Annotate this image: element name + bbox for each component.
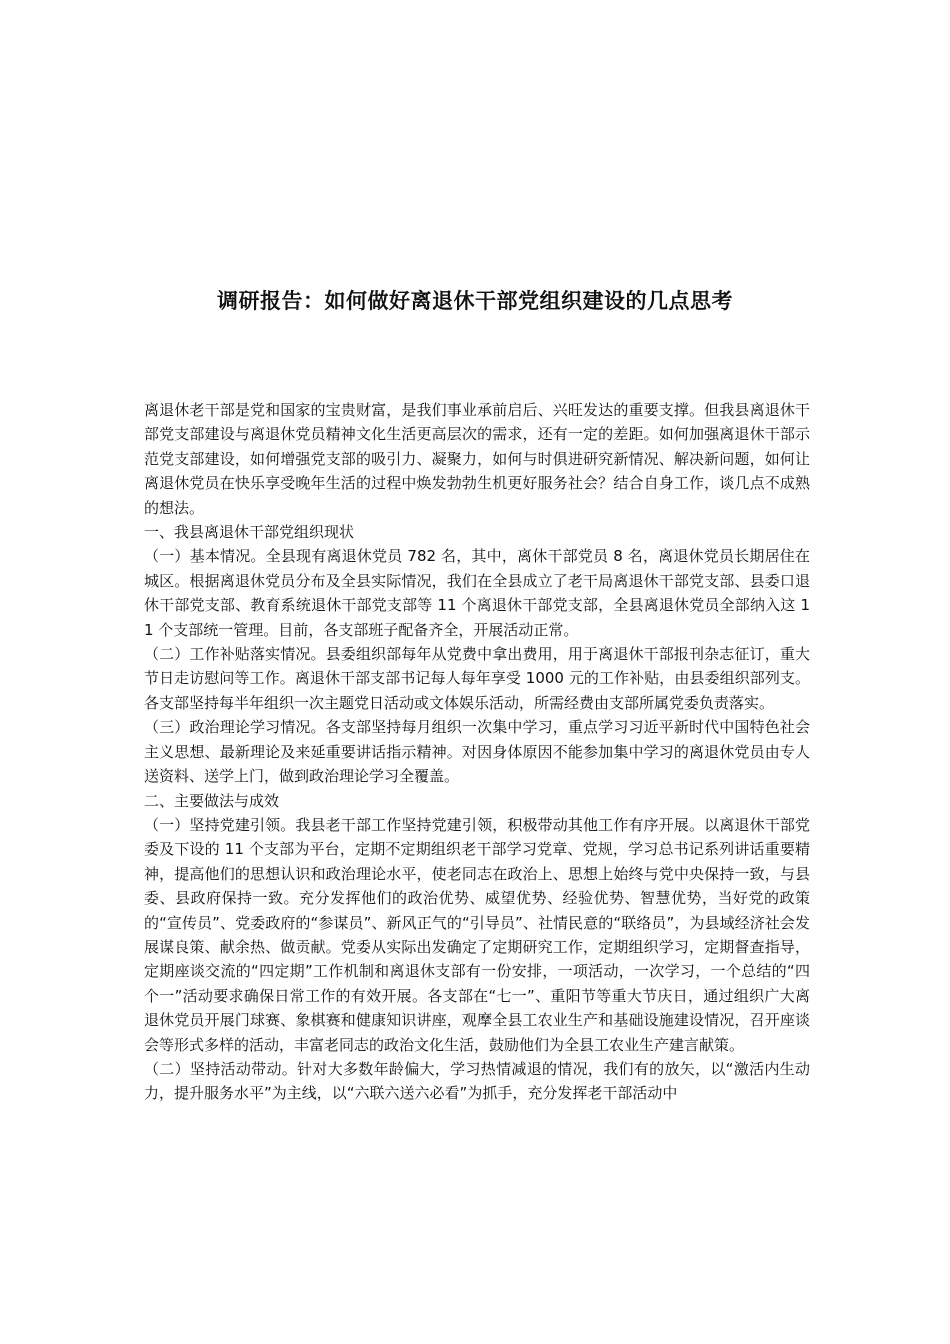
section-heading-2: 二、主要做法与成效 (144, 791, 280, 810)
section-heading-1: 一、我县离退休干部党组织现状 (144, 523, 355, 542)
paragraph-activity-driven: （二）坚持活动带动。针对大多数年龄偏大，学习热情减退的情况，我们有的放矢，以“激活内生动力，提升服务水平”为主线，以“六联六送六必看”为抓手，充分发挥老干部活动中 (144, 1059, 810, 1103)
paragraph-basic-situation: （一）基本情况。全县现有离退休党员 782 名，其中，离休干部党员 8 名，离退休党员长期居住在城区。根据离退休党员分布及全县实际情况，我们在全县成立了老干局离退休干部党支部、县委口退休干部党支部、教育系统退休干部党支部等 11 个离退休干部党支部，全县离退休党员全部纳入这 11 个支部统一管理。目前，各支部班子配备齐全，开展活动正常。 (144, 547, 810, 639)
paragraph-subsidy: （二）工作补贴落实情况。县委组织部每年从党费中拿出费用，用于离退休干部报刊杂志征订，重大节日走访慰问等工作。离退休干部支部书记每人每年享受 1000 元的工作补贴，由县委组织部列支。各支部坚持每半年组织一次主题党日活动或文体娱乐活动，所需经费由支部所属党委负责落实。 (144, 645, 810, 712)
document-title: 调研报告：如何做好离退休干部党组织建设的几点思考 (217, 289, 733, 313)
paragraph-political-study: （三）政治理论学习情况。各支部坚持每月组织一次集中学习，重点学习习近平新时代中国特色社会主义思想、最新理论及来延重要讲话指示精神。对因身体原因不能参加集中学习的离退休党员由专人送资料、送学上门，做到政治理论学习全覆盖。 (144, 718, 810, 786)
document-body (144, 398, 810, 1106)
paragraph-party-leadership: （一）坚持党建引领。我县老干部工作坚持党建引领，积极带动其他工作有序开展。以离退休干部党委及下设的 11 个支部为平台，定期不定期组织老干部学习党章、党规，学习总书记系列讲话重要精神，提高他们的思想认识和政治理论水平，使老同志在政治上、思想上始终与党中央保持一致，与县委、县政府保持一致。充分发挥他们的政治优势、威望优势、经验优势、智慧优势，当好党的政策的“宣传员”、党委政府的“参谋员”、新风正气的“引导员”、社情民意的“联络员”，为县域经济社会发展谋良策、献余热、做贡献。党委从实际出发确定了定期研究工作，定期组织学习，定期督查指导，定期座谈交流的“四定期”工作机制和离退休支部有一份安排，一项活动，一次学习，一个总结的“四个一”活动要求确保日常工作的有效开展。各支部在“七一”、重阳节等重大节庆日，通过组织广大离退休党员开展门球赛、象棋赛和健康知识讲座，观摩全县工农业生产和基础设施建设情况，召开座谈会等形式多样的活动，丰富老同志的政治文化生活，鼓励他们为全县工农业生产建言献策。 (144, 815, 810, 1054)
intro-paragraph: 离退休老干部是党和国家的宝贵财富，是我们事业承前启后、兴旺发达的重要支撑。但我县离退休干部党支部建设与离退休党员精神文化生活更高层次的需求，还有一定的差距。如何加强离退休干部示范党支部建设，如何增强党支部的吸引力、凝聚力，如何与时俱进研究新情况、解决新问题，如何让离退休党员在快乐享受晚年生活的过程中焕发勃勃生机更好服务社会？结合自身工作，谈几点不成熟的想法。 (144, 401, 810, 517)
